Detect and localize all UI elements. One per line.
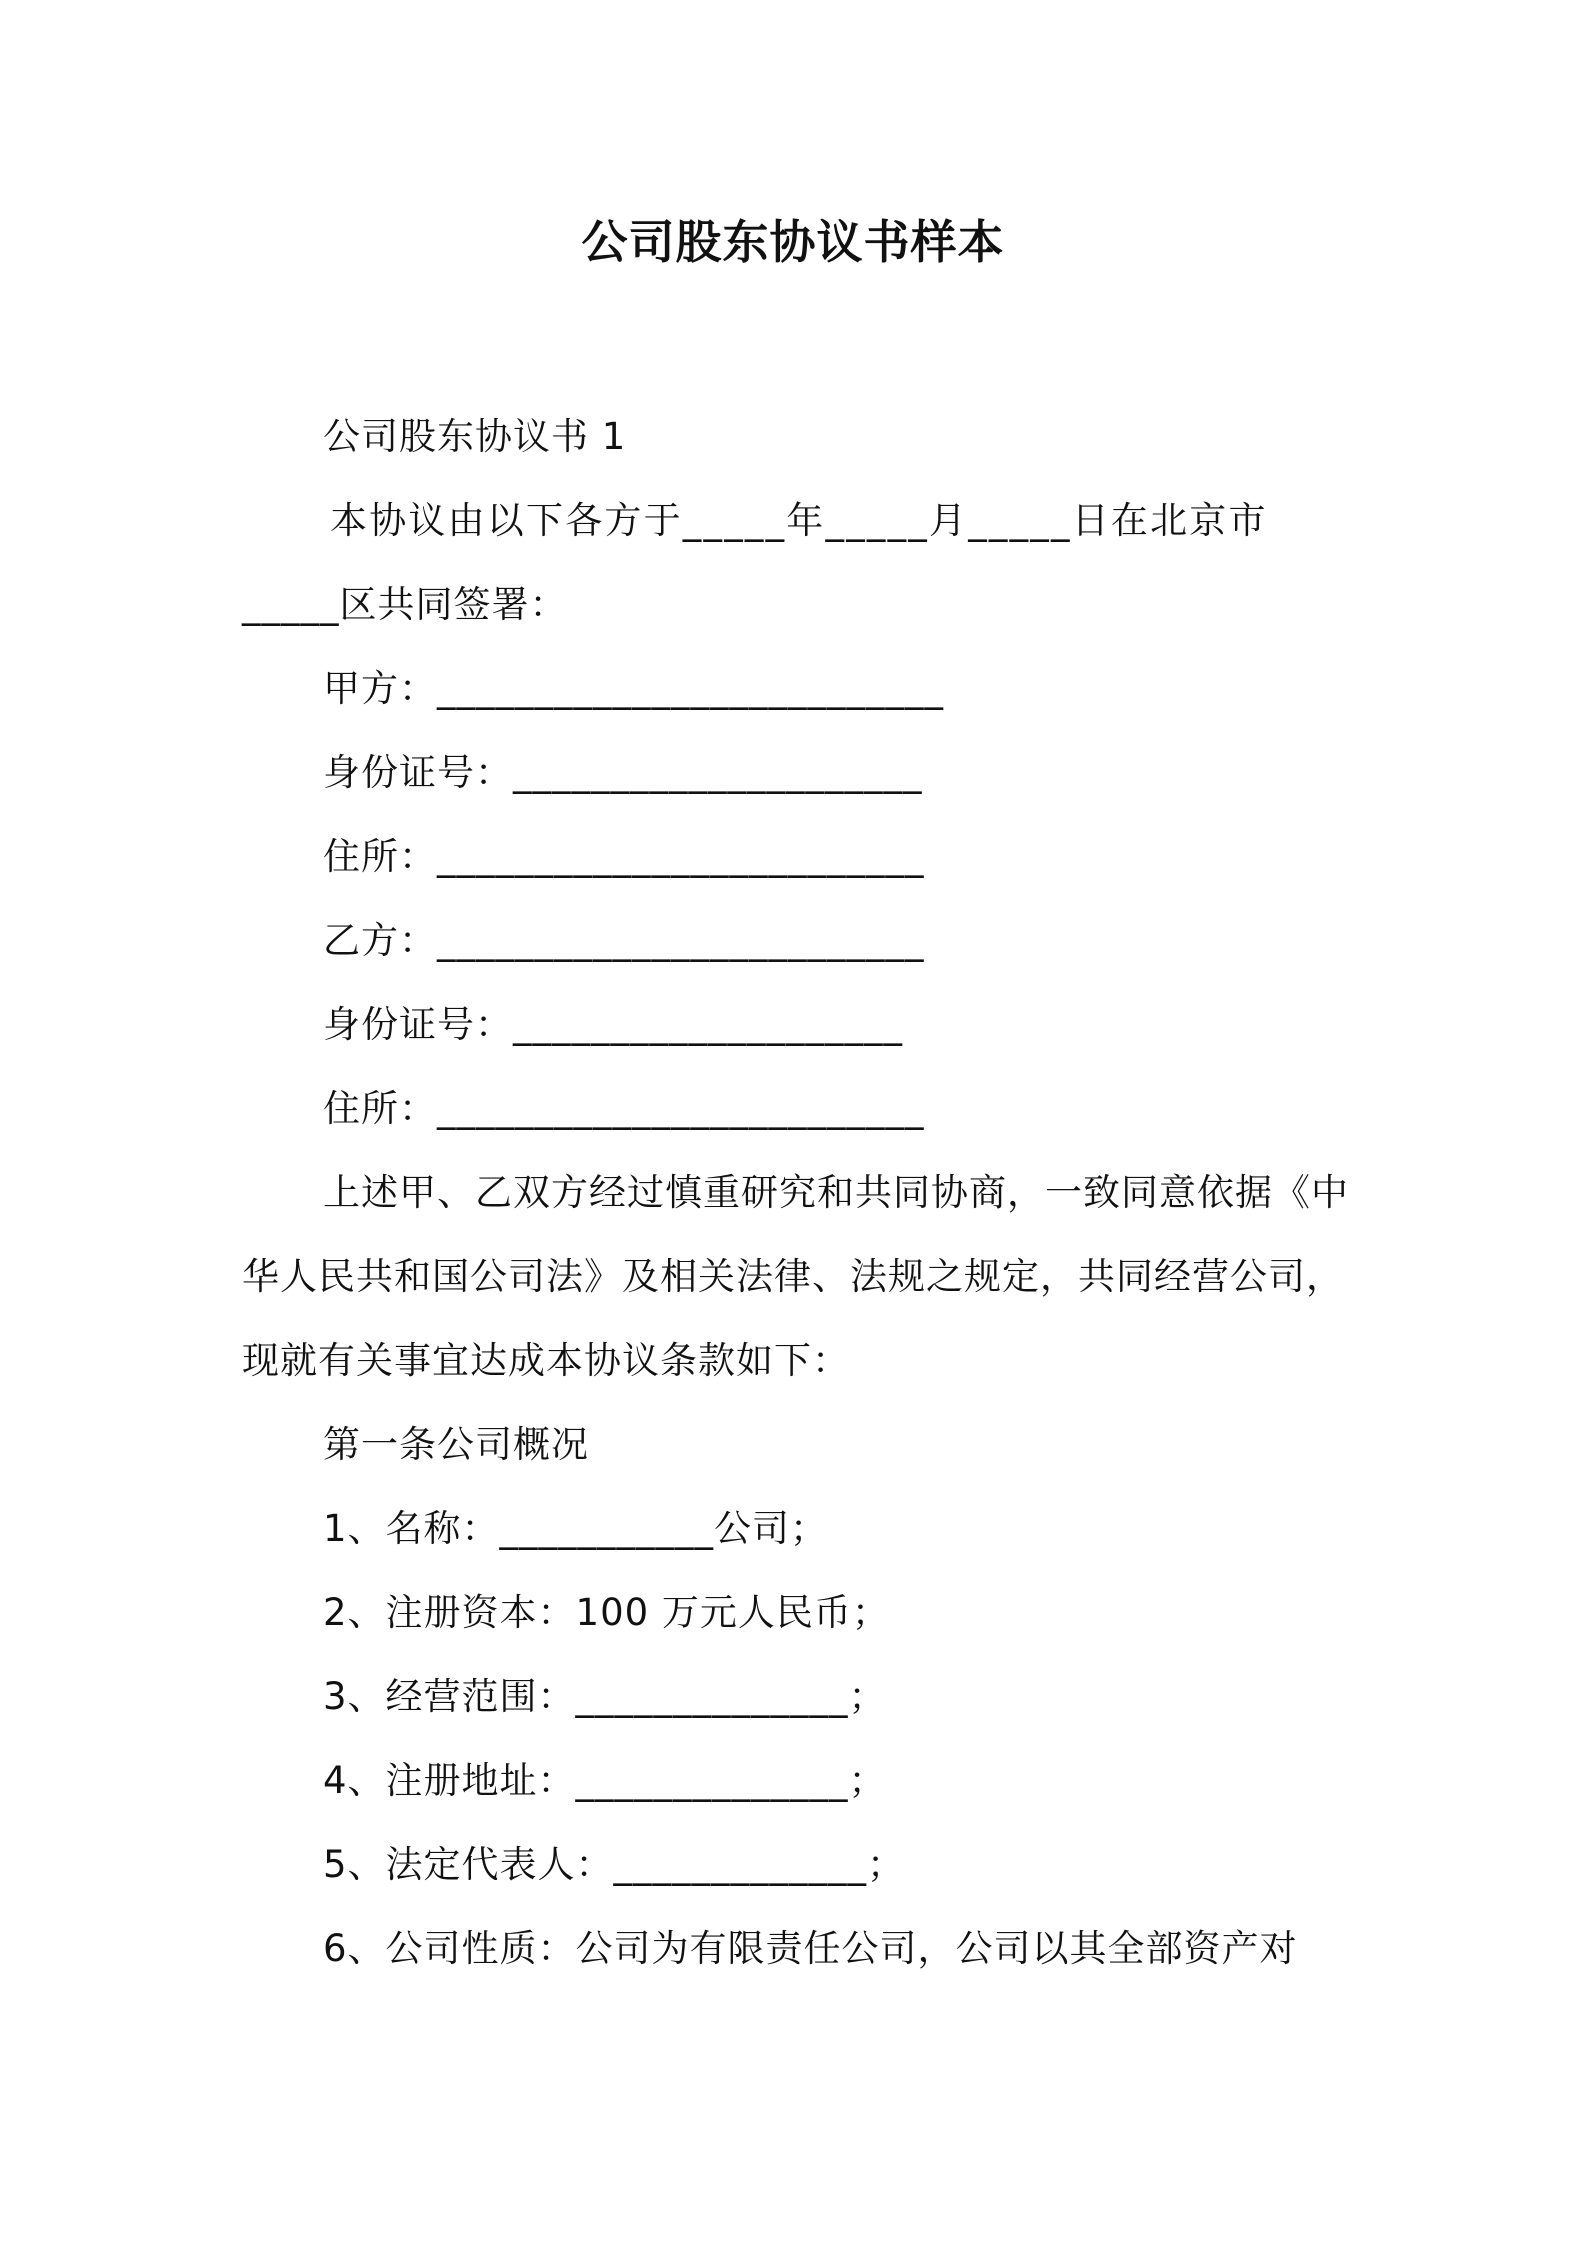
party-a-address-line: 住所：_________________________: [323, 835, 925, 878]
list-item: 6、公司性质：公司为有限责任公司，公司以其全部资产对: [323, 1927, 1298, 1970]
party-b-address-line: 住所：_________________________: [323, 1087, 925, 1130]
document-title: 公司股东协议书样本: [581, 215, 1005, 269]
paragraph-line: 上述甲、乙双方经过慎重研究和共同协商，一致同意依据《中: [323, 1171, 1349, 1214]
article-heading: 第一条公司概况: [323, 1423, 589, 1466]
party-b-name-line: 乙方：_________________________: [323, 919, 925, 962]
paragraph-line: 本协议由以下各方于_____年_____月_____日在北京市: [330, 499, 1268, 542]
list-item: 5、法定代表人：_____________；: [323, 1843, 906, 1886]
party-b-id-line: 身份证号：____________________: [323, 1003, 903, 1046]
list-item: 3、经营范围：______________；: [323, 1675, 887, 1718]
party-a-id-line: 身份证号：_____________________: [323, 751, 923, 794]
agreement-subtitle: 公司股东协议书 1: [323, 415, 627, 458]
paragraph-line: _____区共同签署：: [242, 583, 568, 626]
party-a-name-line: 甲方：__________________________: [323, 667, 944, 710]
list-item: 4、注册地址：______________；: [323, 1759, 887, 1802]
list-item: 1、名称：___________公司；: [323, 1507, 829, 1550]
paragraph-line: 现就有关事宜达成本协议条款如下：: [242, 1339, 850, 1382]
list-item: 2、注册资本：100 万元人民币；: [323, 1591, 890, 1634]
paragraph-line: 华人民共和国公司法》及相关法律、法规之规定，共同经营公司，: [242, 1255, 1344, 1298]
